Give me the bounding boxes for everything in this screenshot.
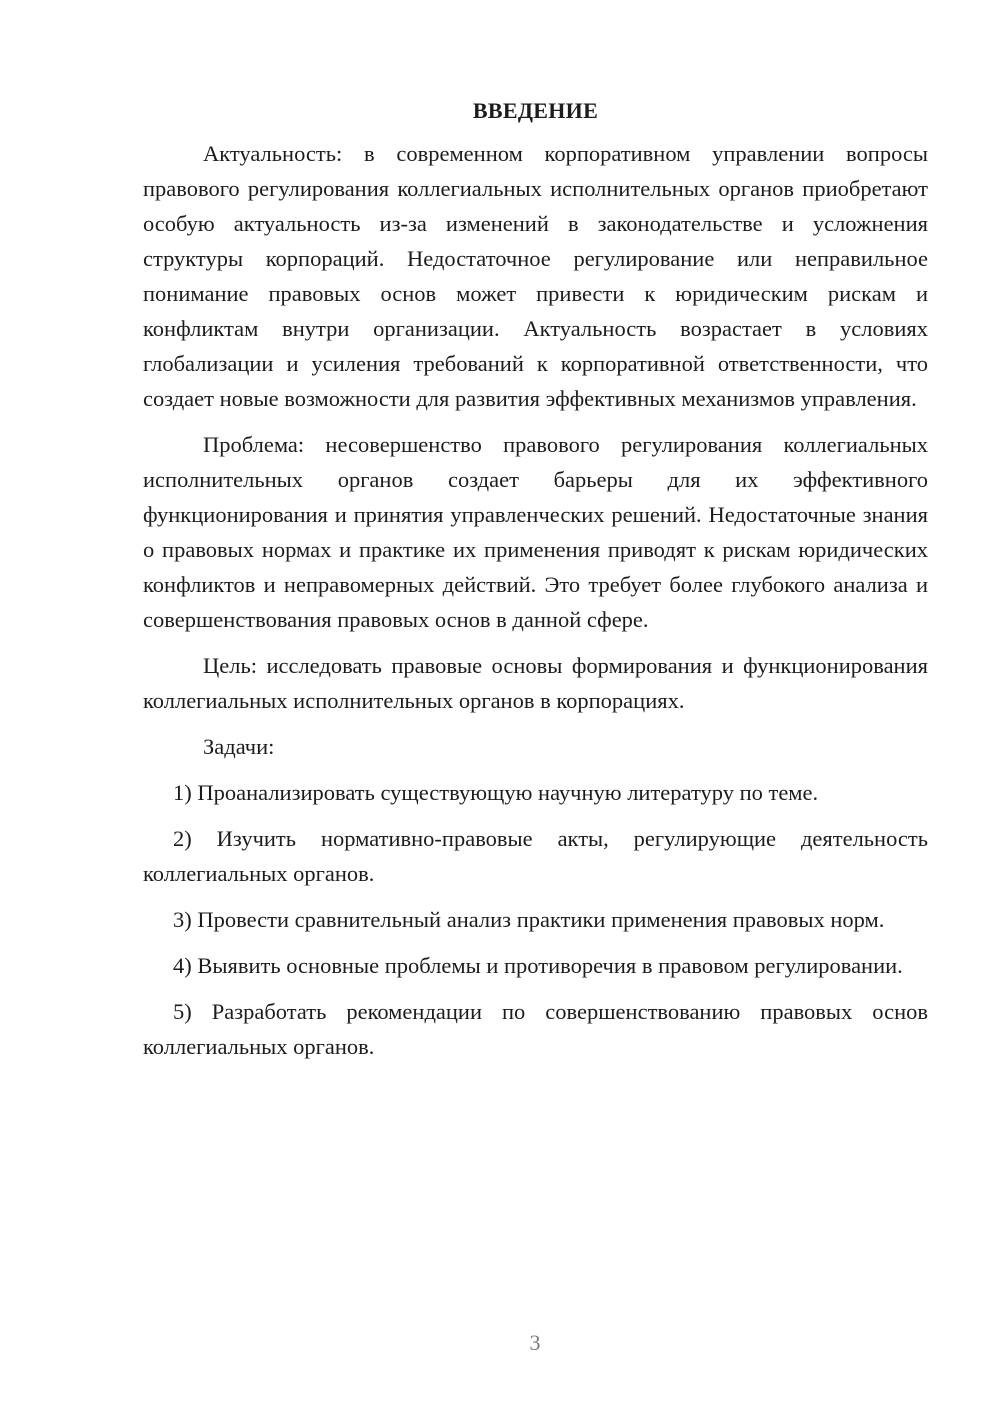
paragraph-relevance: Актуальность: в современном корпоративном управлении вопросы правового регулирования коллегиальных исполнительных органов приобретают особую актуальность из-за изменений в законодательстве и усложнения структуры корпораций. Недостаточное регулирование или неправильное понимание правовых основ может привести к юридическим рискам и конфликтам внутри организации. Актуальность возрастает в условиях глобализации и усиления требований к корпоративной ответственности, что создает новые возможности для развития эффективных механизмов управления. [143,141,928,411]
task-item: 1) Проанализировать существующую научную литературу по теме. [173,780,819,805]
task-item: 4) Выявить основные проблемы и противоречия в правовом регулировании. [173,953,903,978]
task-item: 5) Разработать рекомендации по совершенствованию правовых основ коллегиальных органов. [143,999,928,1059]
page-number: 3 [529,1330,541,1355]
tasks-list [143,775,928,1064]
document-page [143,96,928,1064]
paragraph-goal: Цель: исследовать правовые основы формирования и функционирования коллегиальных исполнительных органов в корпорациях. [143,653,928,713]
task-item: 3) Провести сравнительный анализ практики применения правовых норм. [173,907,885,932]
paragraph-problem: Проблема: несовершенство правового регулирования коллегиальных исполнительных органов создает барьеры для их эффективного функционирования и принятия управленческих решений. Недостаточные знания о правовых нормах и практике их применения приводят к рискам юридических конфликтов и неправомерных действий. Это требует более глубокого анализа и совершенствования правовых основ в данной сфере. [143,432,928,632]
task-item: 2) Изучить нормативно-правовые акты, регулирующие деятельность коллегиальных органов. [143,826,928,886]
tasks-label: Задачи: [203,734,275,759]
document-title: ВВЕДЕНИЕ [472,98,599,123]
